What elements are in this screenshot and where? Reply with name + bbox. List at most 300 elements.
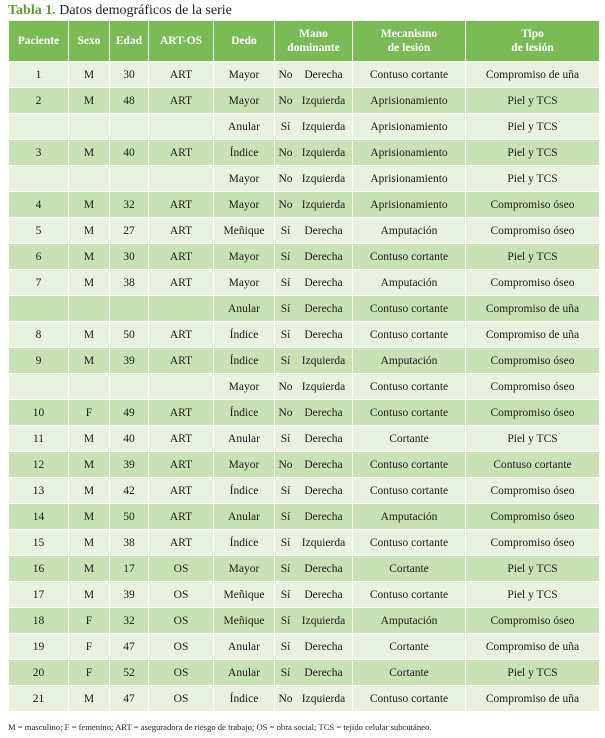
cell-paciente	[9, 166, 69, 192]
cell-dedo: Índice	[214, 530, 275, 556]
cell-dedo: Meñique	[214, 218, 275, 244]
cell-edad: 38	[110, 530, 149, 556]
cell-sexo	[69, 296, 110, 322]
cell-paciente: 3	[9, 140, 69, 166]
cell-edad: 27	[110, 218, 149, 244]
cell-sexo: M	[69, 426, 110, 452]
cell-mano-flag: No	[278, 198, 293, 211]
cell-edad: 48	[110, 88, 149, 114]
cell-tipo-de-lesion: Compromiso de uña	[466, 634, 600, 660]
cell-sexo: M	[69, 322, 110, 348]
cell-sexo: M	[69, 218, 110, 244]
cell-tipo-de-lesion: Compromiso óseo	[466, 192, 600, 218]
cell-tipo-de-lesion: Piel y TCS	[466, 114, 600, 140]
cell-mano-flag: No	[278, 68, 293, 81]
cell-mano-flag: Sí	[280, 614, 291, 627]
cell-art-os: OS	[149, 634, 214, 660]
cell-art-os: ART	[149, 192, 214, 218]
cell-paciente	[9, 296, 69, 322]
cell-mecanismo-de-lesion: Aprisionamiento	[353, 88, 466, 114]
cell-edad	[110, 374, 149, 400]
cell-art-os: ART	[149, 218, 214, 244]
header-line: Dedo	[231, 35, 257, 47]
header-line: ART-OS	[160, 35, 202, 47]
cell-mano-flag: No	[278, 692, 293, 705]
cell-art-os: OS	[149, 686, 214, 712]
cell-dedo: Mayor	[214, 270, 275, 296]
header-line: de lesión	[387, 42, 431, 54]
header-mano-dominante	[275, 21, 353, 62]
cell-mano-flag: Sí	[280, 484, 291, 497]
cell-art-os: ART	[149, 140, 214, 166]
cell-dedo: Anular	[214, 296, 275, 322]
cell-tipo-de-lesion: Compromiso óseo	[466, 270, 600, 296]
cell-paciente: 4	[9, 192, 69, 218]
cell-tipo-de-lesion: Compromiso óseo	[466, 374, 600, 400]
cell-paciente: 14	[9, 504, 69, 530]
cell-mano-flag: No	[278, 94, 293, 107]
cell-mano-side: Izquierda	[301, 94, 346, 107]
cell-mano-dominante	[275, 166, 353, 192]
cell-dedo: Anular	[214, 660, 275, 686]
cell-sexo: M	[69, 192, 110, 218]
cell-mano-flag: Sí	[280, 120, 291, 133]
cell-sexo: M	[69, 140, 110, 166]
cell-edad: 42	[110, 478, 149, 504]
cell-sexo: M	[69, 504, 110, 530]
cell-mano-side: Derecha	[304, 666, 343, 679]
cell-edad: 52	[110, 660, 149, 686]
table-body	[9, 62, 600, 712]
cell-tipo-de-lesion: Piel y TCS	[466, 88, 600, 114]
cell-mano-dominante	[275, 556, 353, 582]
cell-mecanismo-de-lesion: Aprisionamiento	[353, 114, 466, 140]
cell-mano-side: Derecha	[304, 68, 343, 81]
cell-sexo: M	[69, 686, 110, 712]
cell-sexo: M	[69, 452, 110, 478]
cell-edad: 50	[110, 504, 149, 530]
cell-mano-dominante	[275, 608, 353, 634]
cell-art-os: ART	[149, 530, 214, 556]
cell-mano-flag: Sí	[280, 432, 291, 445]
table-row	[9, 192, 600, 218]
cell-dedo: Meñique	[214, 582, 275, 608]
cell-art-os: ART	[149, 400, 214, 426]
cell-paciente: 13	[9, 478, 69, 504]
header-mecanismo-de-lesion	[353, 21, 466, 62]
cell-mano-dominante	[275, 582, 353, 608]
cell-edad: 38	[110, 270, 149, 296]
cell-mecanismo-de-lesion: Amputación	[353, 270, 466, 296]
cell-sexo: F	[69, 608, 110, 634]
cell-tipo-de-lesion: Piel y TCS	[466, 556, 600, 582]
cell-mecanismo-de-lesion: Contuso cortante	[353, 452, 466, 478]
cell-tipo-de-lesion: Piel y TCS	[466, 660, 600, 686]
cell-sexo: M	[69, 62, 110, 88]
cell-edad: 39	[110, 348, 149, 374]
cell-mano-side: Izquierda	[301, 692, 346, 705]
cell-mano-dominante	[275, 270, 353, 296]
cell-sexo: M	[69, 530, 110, 556]
cell-mecanismo-de-lesion: Aprisionamiento	[353, 166, 466, 192]
cell-mano-flag: Sí	[280, 562, 291, 575]
cell-mano-side: Izquierda	[301, 172, 346, 185]
cell-mano-flag: Sí	[280, 510, 291, 523]
table-row	[9, 270, 600, 296]
cell-mecanismo-de-lesion: Amputación	[353, 348, 466, 374]
cell-paciente: 18	[9, 608, 69, 634]
cell-mano-flag: No	[278, 406, 293, 419]
cell-dedo: Mayor	[214, 244, 275, 270]
cell-tipo-de-lesion: Piel y TCS	[466, 244, 600, 270]
cell-edad: 50	[110, 322, 149, 348]
demographics-table	[8, 21, 600, 711]
cell-sexo: M	[69, 270, 110, 296]
cell-mano-dominante	[275, 686, 353, 712]
cell-dedo: Índice	[214, 478, 275, 504]
cell-mano-flag: Sí	[280, 224, 291, 237]
cell-mano-dominante	[275, 530, 353, 556]
cell-mecanismo-de-lesion: Contuso cortante	[353, 686, 466, 712]
cell-mano-dominante	[275, 400, 353, 426]
cell-mano-side: Izquierda	[301, 120, 346, 133]
table-row	[9, 218, 600, 244]
cell-paciente: 12	[9, 452, 69, 478]
cell-tipo-de-lesion: Compromiso óseo	[466, 400, 600, 426]
table-row	[9, 504, 600, 530]
cell-edad	[110, 114, 149, 140]
cell-tipo-de-lesion: Piel y TCS	[466, 426, 600, 452]
cell-paciente: 19	[9, 634, 69, 660]
cell-mecanismo-de-lesion: Contuso cortante	[353, 62, 466, 88]
cell-mano-dominante	[275, 140, 353, 166]
cell-art-os: OS	[149, 608, 214, 634]
cell-mano-flag: Sí	[280, 328, 291, 341]
cell-mano-dominante	[275, 192, 353, 218]
cell-mano-side: Izquierda	[301, 354, 346, 367]
cell-mecanismo-de-lesion: Cortante	[353, 634, 466, 660]
cell-mano-flag: Sí	[280, 536, 291, 549]
table-row	[9, 582, 600, 608]
cell-mano-flag: No	[278, 458, 293, 471]
cell-edad: 40	[110, 140, 149, 166]
cell-mecanismo-de-lesion: Contuso cortante	[353, 322, 466, 348]
cell-paciente: 21	[9, 686, 69, 712]
cell-mano-flag: No	[278, 380, 293, 393]
cell-mano-flag: Sí	[280, 640, 291, 653]
cell-edad: 32	[110, 192, 149, 218]
table-title	[8, 2, 232, 20]
cell-dedo: Mayor	[214, 452, 275, 478]
cell-edad: 49	[110, 400, 149, 426]
cell-mano-side: Izquierda	[301, 614, 346, 627]
cell-mecanismo-de-lesion: Amputación	[353, 218, 466, 244]
cell-mecanismo-de-lesion: Amputación	[353, 608, 466, 634]
cell-tipo-de-lesion: Compromiso óseo	[466, 348, 600, 374]
cell-mano-flag: Sí	[280, 666, 291, 679]
cell-mecanismo-de-lesion: Aprisionamiento	[353, 140, 466, 166]
cell-sexo: M	[69, 478, 110, 504]
header-line: Edad	[115, 35, 143, 47]
cell-art-os: ART	[149, 426, 214, 452]
cell-mano-dominante	[275, 114, 353, 140]
table-row	[9, 166, 600, 192]
cell-paciente: 8	[9, 322, 69, 348]
cell-mano-dominante	[275, 322, 353, 348]
header-line: Mecanismo	[380, 28, 438, 40]
cell-mano-side: Derecha	[304, 406, 343, 419]
cell-paciente: 6	[9, 244, 69, 270]
cell-mano-dominante	[275, 478, 353, 504]
table-row	[9, 400, 600, 426]
cell-mano-flag: Sí	[280, 250, 291, 263]
cell-edad: 30	[110, 244, 149, 270]
cell-mano-side: Derecha	[304, 276, 343, 289]
cell-paciente: 17	[9, 582, 69, 608]
cell-edad: 30	[110, 62, 149, 88]
header-art-os	[149, 21, 214, 62]
cell-sexo: M	[69, 348, 110, 374]
cell-art-os	[149, 374, 214, 400]
cell-dedo: Mayor	[214, 166, 275, 192]
cell-mano-dominante	[275, 244, 353, 270]
cell-mecanismo-de-lesion: Contuso cortante	[353, 374, 466, 400]
cell-art-os: ART	[149, 348, 214, 374]
header-edad	[110, 21, 149, 62]
cell-sexo: F	[69, 660, 110, 686]
cell-mano-side: Derecha	[304, 562, 343, 575]
table-row	[9, 140, 600, 166]
cell-edad: 32	[110, 608, 149, 634]
table-footnote: M = masculino; F = femenino; ART = aseguradora de riesgo de trabajo; OS = obra social; TCS = tejido celular subcutáneo.	[8, 722, 432, 732]
header-line: de lesión	[511, 42, 554, 54]
cell-mano-side: Izquierda	[301, 146, 346, 159]
cell-edad: 39	[110, 582, 149, 608]
cell-mano-side: Izquierda	[301, 536, 346, 549]
header-tipo-de-lesion	[466, 21, 600, 62]
cell-dedo: Índice	[214, 322, 275, 348]
cell-dedo: Índice	[214, 348, 275, 374]
cell-tipo-de-lesion: Contuso cortante	[466, 452, 600, 478]
cell-mecanismo-de-lesion: Contuso cortante	[353, 244, 466, 270]
cell-tipo-de-lesion: Compromiso de uña	[466, 322, 600, 348]
cell-paciente: 1	[9, 62, 69, 88]
cell-dedo: Anular	[214, 426, 275, 452]
cell-paciente: 2	[9, 88, 69, 114]
table-row	[9, 296, 600, 322]
cell-mano-dominante	[275, 374, 353, 400]
cell-edad: 39	[110, 452, 149, 478]
table-row	[9, 374, 600, 400]
cell-paciente: 7	[9, 270, 69, 296]
table-header-row	[9, 21, 600, 62]
cell-art-os: ART	[149, 88, 214, 114]
cell-art-os: OS	[149, 556, 214, 582]
cell-tipo-de-lesion: Compromiso óseo	[466, 478, 600, 504]
cell-mano-dominante	[275, 426, 353, 452]
cell-art-os: ART	[149, 322, 214, 348]
header-line: Tipo	[521, 28, 544, 40]
cell-paciente: 15	[9, 530, 69, 556]
cell-mano-dominante	[275, 296, 353, 322]
cell-mano-side: Derecha	[304, 328, 343, 341]
table-row	[9, 634, 600, 660]
cell-tipo-de-lesion: Piel y TCS	[466, 140, 600, 166]
table-row	[9, 530, 600, 556]
table-row	[9, 348, 600, 374]
cell-tipo-de-lesion: Compromiso óseo	[466, 530, 600, 556]
cell-mano-side: Derecha	[304, 588, 343, 601]
cell-art-os	[149, 296, 214, 322]
cell-mano-flag: Sí	[280, 276, 291, 289]
cell-art-os: ART	[149, 504, 214, 530]
header-line: Paciente	[17, 35, 60, 47]
cell-mano-side: Derecha	[304, 458, 343, 471]
cell-dedo: Índice	[214, 140, 275, 166]
cell-art-os	[149, 166, 214, 192]
table-row	[9, 62, 600, 88]
cell-mano-side: Derecha	[304, 510, 343, 523]
header-line: dominante	[287, 42, 340, 54]
cell-mano-dominante	[275, 218, 353, 244]
cell-edad: 47	[110, 634, 149, 660]
cell-dedo: Anular	[214, 504, 275, 530]
cell-sexo: M	[69, 582, 110, 608]
table-row	[9, 556, 600, 582]
table-row	[9, 686, 600, 712]
cell-art-os: ART	[149, 62, 214, 88]
cell-mano-flag: No	[278, 172, 293, 185]
table-row	[9, 322, 600, 348]
cell-sexo	[69, 374, 110, 400]
cell-tipo-de-lesion: Compromiso de uña	[466, 62, 600, 88]
cell-tipo-de-lesion: Piel y TCS	[466, 166, 600, 192]
cell-art-os: ART	[149, 478, 214, 504]
header-dedo	[214, 21, 275, 62]
cell-tipo-de-lesion: Compromiso de uña	[466, 686, 600, 712]
cell-art-os: ART	[149, 270, 214, 296]
cell-sexo: M	[69, 244, 110, 270]
cell-sexo: M	[69, 556, 110, 582]
cell-art-os	[149, 114, 214, 140]
cell-art-os: ART	[149, 244, 214, 270]
table-title-text: Datos demográficos de la serie	[59, 3, 232, 18]
cell-mano-dominante	[275, 634, 353, 660]
cell-paciente: 9	[9, 348, 69, 374]
cell-mano-side: Derecha	[304, 640, 343, 653]
cell-art-os: OS	[149, 582, 214, 608]
cell-edad: 40	[110, 426, 149, 452]
cell-dedo: Meñique	[214, 608, 275, 634]
cell-mecanismo-de-lesion: Aprisionamiento	[353, 192, 466, 218]
cell-mecanismo-de-lesion: Contuso cortante	[353, 296, 466, 322]
table-row	[9, 114, 600, 140]
cell-paciente: 16	[9, 556, 69, 582]
cell-paciente: 20	[9, 660, 69, 686]
cell-mano-flag: Sí	[280, 302, 291, 315]
cell-mano-side: Derecha	[304, 432, 343, 445]
header-line: Mano	[299, 28, 328, 40]
cell-dedo: Anular	[214, 114, 275, 140]
cell-dedo: Mayor	[214, 192, 275, 218]
cell-mecanismo-de-lesion: Cortante	[353, 660, 466, 686]
cell-mecanismo-de-lesion: Contuso cortante	[353, 582, 466, 608]
header-paciente	[9, 21, 69, 62]
cell-dedo: Anular	[214, 634, 275, 660]
cell-dedo: Mayor	[214, 62, 275, 88]
cell-mano-side: Derecha	[304, 224, 343, 237]
cell-tipo-de-lesion: Compromiso óseo	[466, 608, 600, 634]
cell-edad: 47	[110, 686, 149, 712]
cell-mano-side: Izquierda	[301, 380, 346, 393]
cell-sexo: F	[69, 634, 110, 660]
cell-mano-dominante	[275, 62, 353, 88]
table-row	[9, 478, 600, 504]
table-number-label: Tabla 1.	[8, 3, 56, 18]
table-row	[9, 608, 600, 634]
cell-mano-dominante	[275, 348, 353, 374]
cell-dedo: Índice	[214, 686, 275, 712]
cell-paciente: 10	[9, 400, 69, 426]
cell-tipo-de-lesion: Compromiso óseo	[466, 504, 600, 530]
cell-paciente	[9, 374, 69, 400]
cell-dedo: Mayor	[214, 374, 275, 400]
cell-mecanismo-de-lesion: Contuso cortante	[353, 400, 466, 426]
cell-paciente: 11	[9, 426, 69, 452]
cell-mano-side: Derecha	[304, 302, 343, 315]
cell-sexo	[69, 114, 110, 140]
cell-mano-dominante	[275, 452, 353, 478]
cell-mano-dominante	[275, 504, 353, 530]
cell-sexo: M	[69, 88, 110, 114]
cell-mecanismo-de-lesion: Cortante	[353, 556, 466, 582]
cell-paciente	[9, 114, 69, 140]
cell-tipo-de-lesion: Piel y TCS	[466, 582, 600, 608]
cell-mano-dominante	[275, 660, 353, 686]
header-line: Sexo	[77, 35, 101, 47]
cell-mecanismo-de-lesion: Amputación	[353, 504, 466, 530]
cell-mecanismo-de-lesion: Contuso cortante	[353, 530, 466, 556]
cell-dedo: Mayor	[214, 88, 275, 114]
cell-dedo: Mayor	[214, 556, 275, 582]
cell-mano-side: Izquierda	[301, 198, 346, 211]
cell-mano-side: Derecha	[304, 484, 343, 497]
cell-mano-flag: Sí	[280, 588, 291, 601]
table-row	[9, 88, 600, 114]
cell-tipo-de-lesion: Compromiso óseo	[466, 218, 600, 244]
cell-mano-flag: No	[278, 146, 293, 159]
cell-art-os: ART	[149, 452, 214, 478]
cell-edad	[110, 296, 149, 322]
cell-edad: 17	[110, 556, 149, 582]
cell-mano-dominante	[275, 88, 353, 114]
header-sexo	[69, 21, 110, 62]
table-row	[9, 426, 600, 452]
cell-paciente: 5	[9, 218, 69, 244]
table-row	[9, 244, 600, 270]
cell-art-os: OS	[149, 660, 214, 686]
cell-mano-side: Derecha	[304, 250, 343, 263]
cell-sexo	[69, 166, 110, 192]
table-row	[9, 660, 600, 686]
cell-tipo-de-lesion: Compromiso de uña	[466, 296, 600, 322]
cell-dedo: Índice	[214, 400, 275, 426]
table-row	[9, 452, 600, 478]
cell-mano-flag: Sí	[280, 354, 291, 367]
cell-edad	[110, 166, 149, 192]
cell-sexo: F	[69, 400, 110, 426]
cell-mecanismo-de-lesion: Contuso cortante	[353, 478, 466, 504]
